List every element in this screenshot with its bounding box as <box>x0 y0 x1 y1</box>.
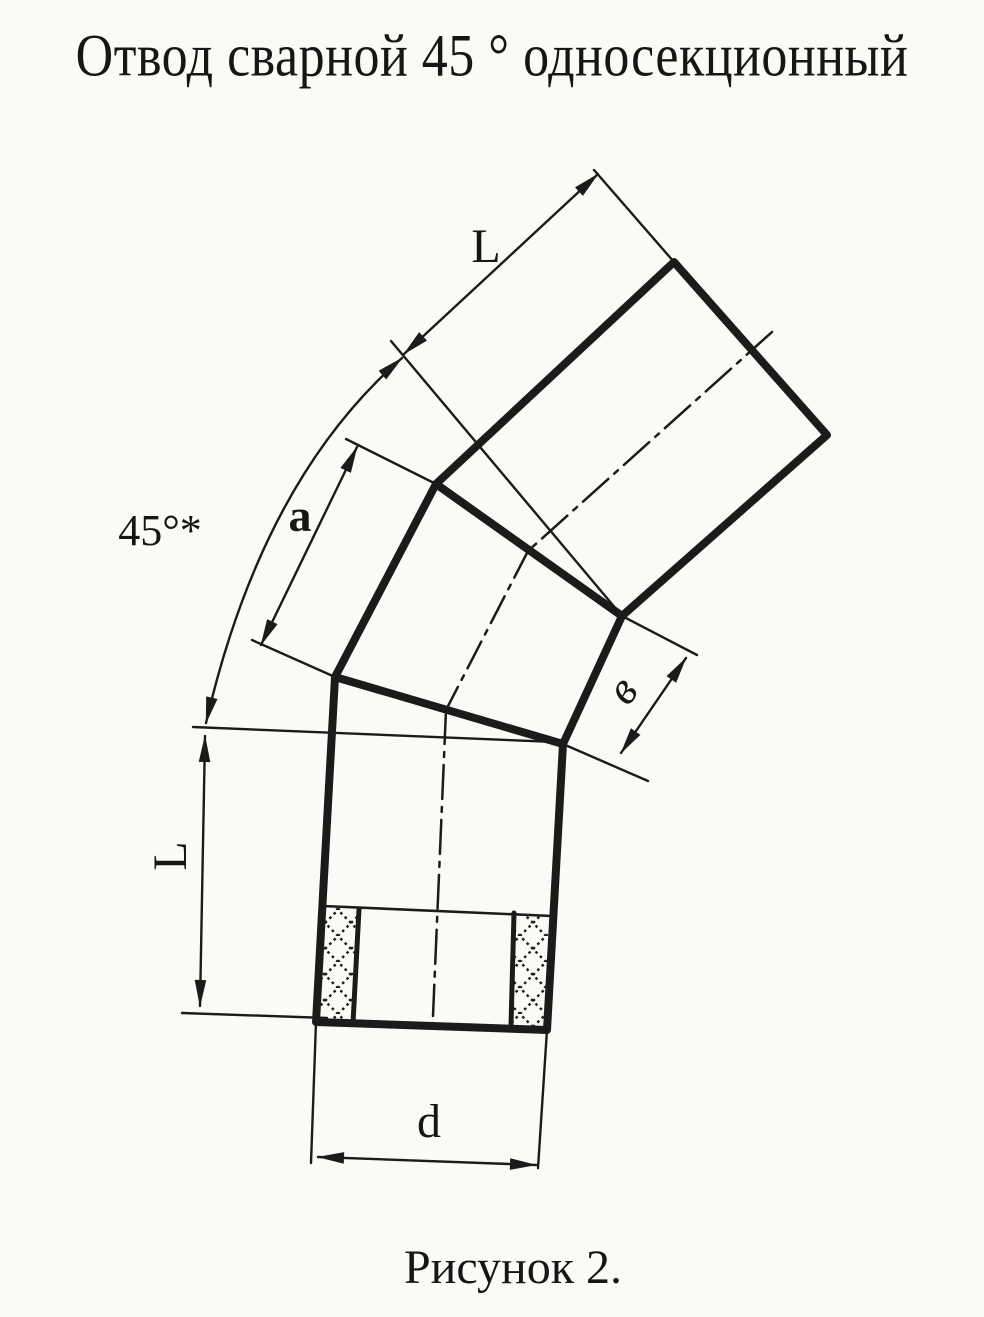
center-line-middle-axis <box>446 551 528 710</box>
outlet-section-outline <box>436 262 827 616</box>
label-d-diameter: d <box>417 1095 441 1148</box>
ext-line-d-right <box>538 1030 547 1168</box>
center-line-inlet-axis <box>433 710 446 1016</box>
label-a-segment: a <box>288 490 312 541</box>
dim-line-d-diameter <box>318 1157 536 1165</box>
drawing-title: Отвод сварной 45 ° односекционный <box>75 23 909 90</box>
ext-line-v-top <box>622 616 697 655</box>
inner-wall-edge-right <box>511 913 514 1026</box>
dim-line-L-outlet <box>404 174 598 354</box>
ext-line-v-bottom <box>563 744 648 781</box>
ext-line-a-top <box>346 439 436 484</box>
ext-line-d-left <box>311 1022 316 1163</box>
inlet-cross-section <box>317 906 552 1029</box>
dim-line-L-inlet <box>200 736 205 1006</box>
figure-caption: Рисунок 2. <box>403 1241 623 1294</box>
pipe-outline <box>316 262 827 1030</box>
label-bend-angle: 45°* <box>118 506 202 555</box>
ext-line-a-bottom <box>252 640 335 677</box>
ext-line-inlet-bottom <box>182 1013 327 1018</box>
dim-line-a-segment <box>261 447 357 645</box>
label-v-width: в <box>595 666 648 714</box>
middle-wedge-section-outline <box>335 484 622 744</box>
wall-section-hatch-right <box>511 913 552 1029</box>
ext-line-outlet-top-corner <box>594 170 674 262</box>
label-L-outlet: L <box>471 220 501 273</box>
label-L-inlet: L <box>144 841 197 871</box>
